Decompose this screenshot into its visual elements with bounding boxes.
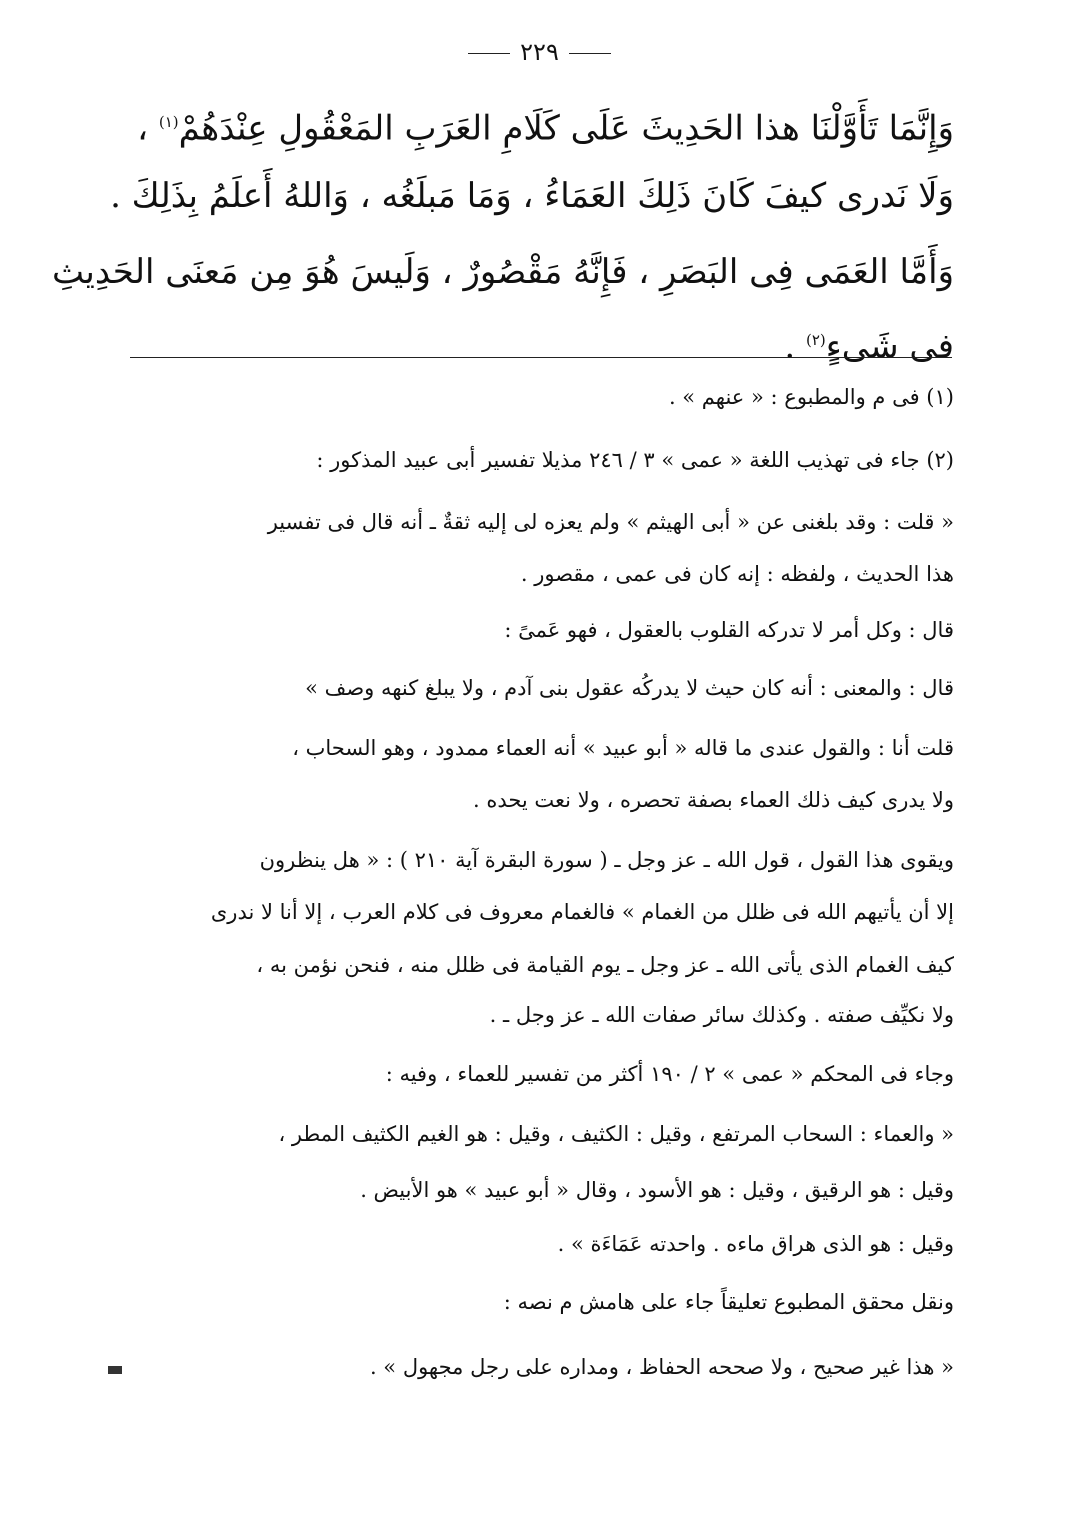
footnote-2-line: قال : والمعنى : أنه كان حيث لا يدركُه عقول بنى آدم ، ولا يبلغ كنهه وصف » xyxy=(305,676,954,700)
footnote-divider xyxy=(130,357,952,358)
main-line-2: وَلَا نَدرى كيفَ كَانَ ذَلِكَ العَمَاءُ ، وَمَا مَبلَغُه ، وَاللهُ أَعلَمُ بِذَلِكَ . xyxy=(110,176,954,217)
footnote-2-line: « هذا غير صحيح ، ولا صححه الحفاظ ، ومداره على رجل مجهول » . xyxy=(369,1355,954,1379)
main-line-1-text: وَإِنَّمَا تَأَوَّلْنَا هذا الحَدِيثَ عَلَى كَلَامِ العَرَبِ المَعْقُولِ عِنْدَهُمْ xyxy=(178,108,954,149)
page-number xyxy=(0,38,1079,66)
page-number-value: ٢٢٩ xyxy=(520,38,559,66)
page-number-dash-right xyxy=(569,53,611,54)
main-text xyxy=(52,88,954,381)
footnote-2-intro: (٢) جاء فى تهذيب اللغة « عمى » ٣ / ٢٤٦ مذيلا تفسير أبى عبيد المذكور : xyxy=(316,448,954,472)
footnote-ref-1: (١) xyxy=(158,113,179,131)
main-line-4-text: فى شَىءٍ xyxy=(825,326,954,367)
footnote-2-line: ولا نكيِّف صفته . وكذلك سائر صفات الله ـ عز وجل ـ . xyxy=(489,1003,954,1027)
footnote-ref-2: (٢) xyxy=(806,331,826,350)
footnote-2-line: وقيل : هو الذى هراق ماءه . واحدته عَمَاءَة » . xyxy=(557,1232,954,1256)
footnote-2-line: ولا يدرى كيف ذلك العماء بصفة تحصره ، ولا نعت يحده . xyxy=(472,788,954,812)
footnote-2-line: هذا الحديث ، ولفظه : إنه كان فى عمى ، مقصور . xyxy=(520,562,954,586)
main-line-4-period: . xyxy=(784,326,796,367)
footnote-2-line: وجاء فى المحكم « عمى » ٢ / ١٩٠ أكثر من تفسير للعماء ، وفيه : xyxy=(385,1062,954,1086)
main-line-4 xyxy=(104,306,954,380)
page-number-dash-left xyxy=(468,53,510,54)
footnote-2-line: إلا أن يأتيهم الله فى ظلل من الغمام » فالغمام معروف فى كلام العرب ، إلا أنا لا ندرى xyxy=(210,900,954,924)
footnote-2-line: وقيل : هو الرقيق ، وقيل : هو الأسود ، وقال « أبو عبيد » هو الأبيض . xyxy=(360,1178,954,1202)
footnote-2-line: ويقوى هذا القول ، قول الله ـ عز وجل ـ ( سورة البقرة آية ٢١٠ ) : « هل ينظرون xyxy=(259,848,954,872)
main-line-1 xyxy=(104,88,954,162)
scan-mark xyxy=(108,1366,122,1374)
footnote-1: (١) فى م والمطبوع : « عنهم » . xyxy=(668,385,954,409)
main-line-3: وَأَمَّا العَمَى فِى البَصَرِ ، فَإِنَّهُ مَقْصُورٌ ، وَلَيسَ هُوَ مِن مَعنَى الحَدِيثِ xyxy=(52,252,954,293)
footnote-2-line: قال : وكل أمر لا تدركه القلوب بالعقول ، فهو عَمىً : xyxy=(504,618,954,642)
footnote-2-line: « قلت : وقد بلغنى عن « أبى الهيثم » ولم يعزه لى إليه ثقةٌ ـ أنه قال فى تفسير xyxy=(267,510,954,534)
footnote-2-line: ونقل محقق المطبوع تعليقاً جاء على هامش م نصه : xyxy=(503,1290,954,1314)
footnote-2-line: كيف الغمام الذى يأتى الله ـ عز وجل ـ يوم القيامة فى ظلل منه ، فنحن نؤمن به ، xyxy=(256,953,954,977)
footnote-2-line: « والعماء : السحاب المرتفع ، وقيل : الكثيف ، وقيل : هو الغيم الكثيف المطر ، xyxy=(278,1122,954,1146)
footnote-2-line: قلت أنا : والقول عندى ما قاله « أبو عبيد » أنه العماء ممدود ، وهو السحاب ، xyxy=(292,736,954,760)
main-line-1-comma: ، xyxy=(137,108,149,149)
